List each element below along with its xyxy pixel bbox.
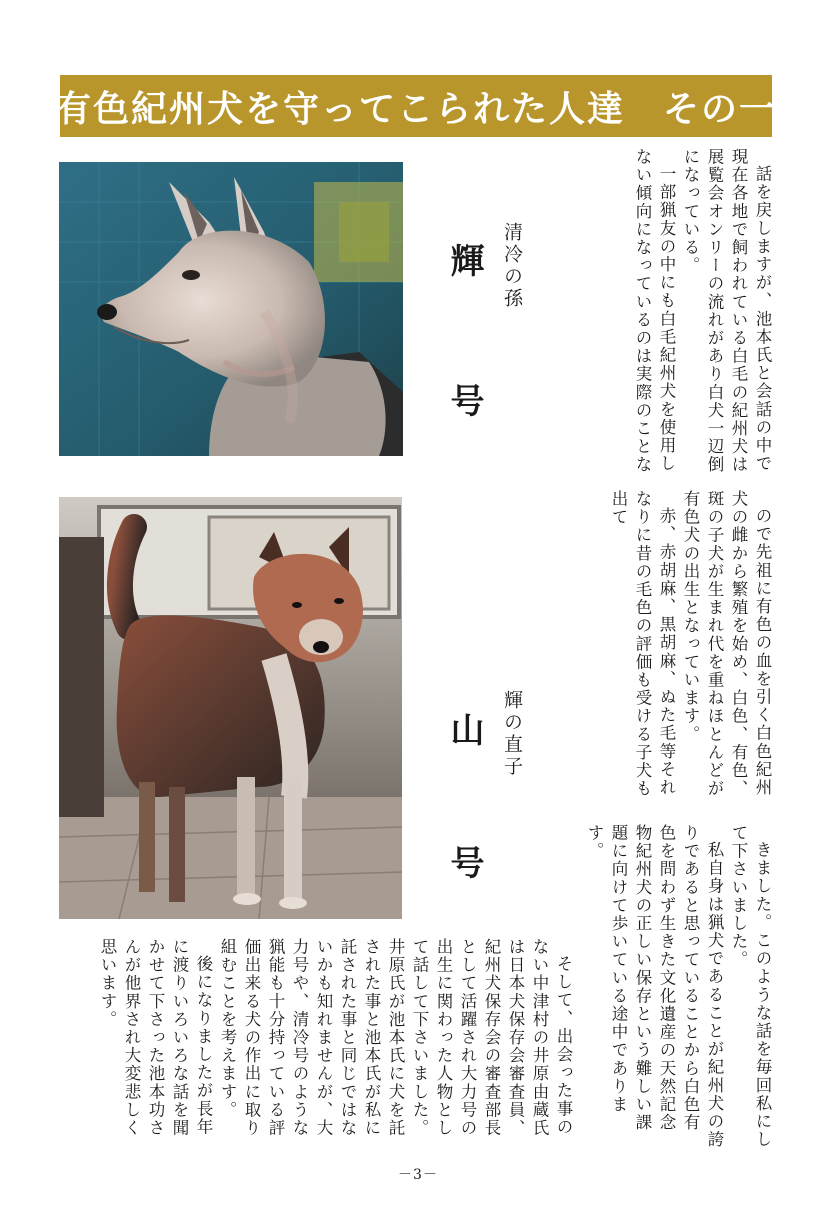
text-block-1 — [622, 148, 774, 483]
page-number: －3－ — [398, 1167, 438, 1183]
text-paragraph: 一部猟友の中にも白毛紀州犬を使用しない傾向になっているのは実際のことな — [633, 148, 676, 474]
text-block-4 — [65, 938, 575, 1150]
text-paragraph: ので先祖に有色の血を引く白色紀州犬の雌から繁殖を始め、白色、有色、斑の子犬が生まれ代を重ねほとんどが有色犬の出生となっています。 — [681, 490, 772, 798]
dog-standing-image — [59, 497, 402, 919]
caption-name-yama-1: 山 — [444, 712, 484, 748]
page-title: 有色紀州犬を守ってこられた人達 その一 — [55, 87, 778, 130]
text-paragraph: 赤、赤胡麻、黒胡麻、ぬた毛等それなりに昔の毛色の評価も受ける子犬も出て — [609, 490, 676, 798]
caption-name-yama-2: 号 — [444, 845, 484, 881]
dog-portrait-image — [59, 162, 403, 456]
text-paragraph: 私自身は猟犬であることが紀州犬の誇りであると思っていることから白色有色を問わず生きた文化遺産の天然記念物紀州犬の正しい保存という難しい課題に向けて歩いている途中であります。 — [585, 824, 724, 1149]
title-banner — [55, 75, 778, 137]
caption-lineage-teru: 清冷の孫 — [501, 222, 523, 310]
text-paragraph: 後になりましたが長年に渡りいろいろな話を聞かせて下さった池本功さんが他界され大変悲しく思います。 — [98, 938, 213, 1138]
caption-name-teru-1: 輝 — [444, 243, 484, 279]
text-block-2 — [609, 490, 774, 805]
caption-name-teru-2: 号 — [444, 383, 484, 419]
text-paragraph: きました。このような話を毎回私にして下さいました。 — [729, 824, 772, 1149]
caption-lineage-yama: 輝の直子 — [501, 690, 523, 778]
text-paragraph: そして、出会った事のない中津村の井原由蔵氏は日本犬保存会審査員、紀州犬保存会の審査部長として活躍され大力号の出生に関わった人物として話して下さいました。井原氏が池本氏に犬を託された事と池本氏が私に託された事と同じではないかも知れませんが、大力号や、清冷号のような猟能も十分持っている評価出来る犬の作出に取り組むことを考えます。 — [218, 938, 573, 1138]
dog-photo-teru — [59, 162, 403, 456]
text-paragraph: 話を戻しますが、池本氏と会話の中で現在各地で飼われている白毛の紀州犬は展覧会オンリーの流れがあり白犬一辺倒になっている。 — [681, 148, 772, 474]
text-block-3 — [570, 824, 774, 1149]
dog-photo-yama — [59, 497, 402, 919]
